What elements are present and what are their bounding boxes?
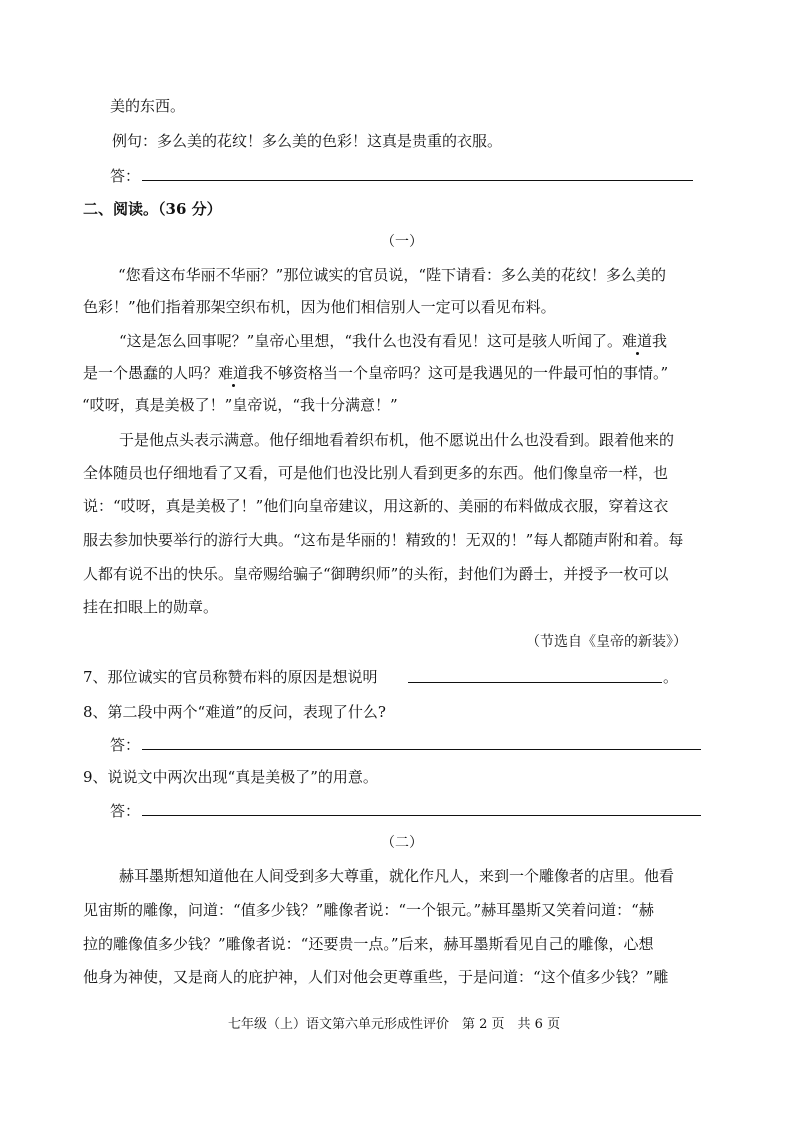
question-7: 7、那位诚实的官员称赞布料的原因是想说明 — [83, 668, 378, 686]
paragraph-line: 挂在扣眼上的勋章。 — [83, 598, 219, 616]
paragraph-line: 他身为神使，又是商人的庇护神，人们对他会更尊重些，于是问道：“这个值多少钱？”雕 — [83, 968, 669, 986]
paragraph-line: 于是他点头表示满意。他仔细地看着织布机，他不愿说出什么也没看到。跟着他来的 — [119, 431, 675, 449]
section-heading: 二、阅读。（36 分） — [83, 200, 222, 218]
paragraph-line — [83, 363, 668, 383]
question-9: 9、说说文中两次出现“真是美极了”的用意。 — [83, 768, 378, 786]
paragraph-line: 服去参加快要举行的游行大典。“这布是华丽的！精致的！无双的！”每人都随声附和着。每 — [83, 531, 684, 549]
paragraph-line: 赫耳墨斯想知道他在人间受到多大尊重，就化作凡人，来到一个雕像者的店里。他看 — [119, 867, 675, 885]
paragraph-line: 见宙斯的雕像，问道：“值多少钱？”雕像者说：“一个银元。”赫耳墨斯又笑着问道：“赫 — [83, 901, 654, 919]
answer-label: 答： — [110, 736, 141, 754]
question-8: 8、第二段中两个“难道”的反问，表现了什么? — [83, 703, 386, 721]
page-footer: 七年级（上）语文第六单元形成性评价 第 2 页 共 6 页 — [228, 1017, 561, 1032]
example-text: 多么美的花纹！多么美的色彩！这真是贵重的衣服。 — [157, 132, 503, 150]
paragraph-line: 色彩！”他们指着那架空织布机，因为他们相信别人一定可以看见布料。 — [83, 298, 556, 316]
passage-title: （二） — [381, 835, 423, 851]
text-span: “这是怎么回事呢？”皇帝心里想，“我什么也没有看见！这可是骇人听闻了。 — [119, 332, 623, 350]
answer-line[interactable] — [142, 180, 693, 181]
passage-title: （一） — [381, 234, 423, 250]
paragraph-line: 全体随员也仔细地看了又看，可是他们也没比别人看到更多的东西。他们像皇帝一样，也 — [83, 464, 669, 482]
paragraph-line: “您看这布华丽不华丽？”那位诚实的官员说，“陛下请看：多么美的花纹！多么美的 — [118, 266, 667, 284]
paragraph-line: 说：“哎呀，真是美极了！”他们向皇帝建议，用这新的、美丽的布料做成衣服，穿着这衣 — [83, 497, 669, 515]
answer-line[interactable] — [142, 749, 701, 750]
text-span: 我不够资格当一个皇帝吗？这可是我遇见的一件最可怕的事情。” — [248, 364, 669, 382]
paragraph-line: 拉的雕像值多少钱？”雕像者说：“还要贵一点。”后来，赫耳墨斯看见自己的雕像，心想 — [83, 935, 654, 953]
source-citation: （节选自《皇帝的新装》） — [526, 634, 687, 650]
question-7-blank[interactable] — [408, 682, 662, 683]
text-span: 是一个愚蠢的人吗？ — [83, 364, 219, 382]
example-label: 例句： — [112, 132, 158, 150]
question-7-end: 。 — [663, 668, 679, 686]
text-line: 美的东西。 — [110, 97, 186, 115]
answer-line[interactable] — [142, 815, 701, 816]
emphasis-text: 难道 — [218, 364, 249, 382]
paragraph-line — [119, 331, 667, 351]
answer-label: 答： — [110, 167, 141, 185]
emphasis-text: 难道 — [622, 332, 653, 350]
answer-label: 答： — [110, 802, 141, 820]
example-sentence — [112, 131, 502, 151]
text-span: 我 — [652, 332, 668, 350]
paragraph-line: 人都有说不出的快乐。皇帝赐给骗子“御聘织师”的头衔，封他们为爵士，并授予一枚可以 — [83, 565, 669, 583]
paragraph-line: “哎呀，真是美极了！”皇帝说，“我十分满意！” — [82, 396, 398, 414]
